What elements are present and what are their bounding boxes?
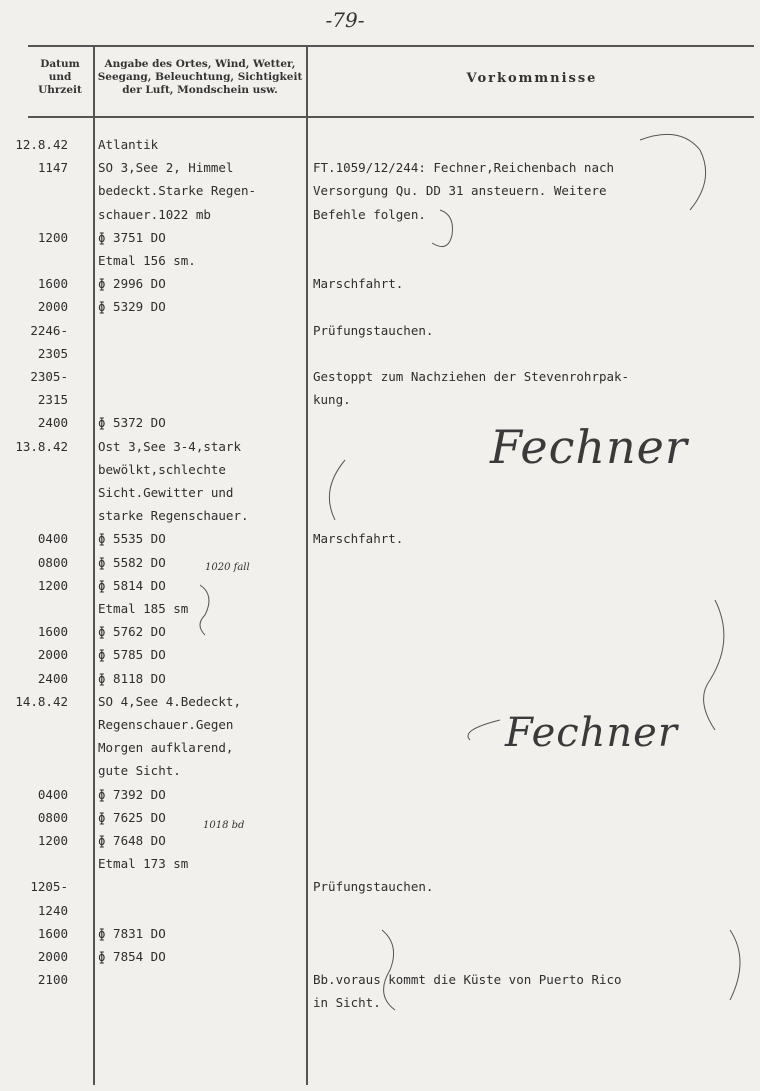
- row-conditions: SO 3,See 2, Himmel: [98, 160, 234, 176]
- row-conditions: bedeckt.Starke Regen-: [98, 183, 257, 199]
- row-event: Versorgung Qu. DD 31 ansteuern. Weitere: [313, 183, 607, 199]
- row-time: 1200: [37, 577, 68, 593]
- row-time: 1200: [37, 229, 68, 245]
- row-conditions: ɸ 7854 DO: [98, 949, 166, 964]
- row-conditions: ɸ 2996 DO: [98, 276, 166, 292]
- handwritten-note-pressure: 1018 bd: [203, 820, 245, 831]
- row-conditions: starke Regenschauer.: [98, 508, 249, 524]
- row-time: 2315: [37, 392, 68, 408]
- row-conditions: ɸ 5814 DO: [98, 577, 166, 593]
- row-conditions: gute Sicht.: [98, 763, 181, 779]
- row-time: 14.8.42: [15, 693, 68, 709]
- row-conditions: ɸ 5329 DO: [98, 299, 166, 315]
- row-conditions: ɸ 3751 DO: [98, 229, 166, 245]
- row-time: 0800: [37, 554, 68, 570]
- row-event: Gestoppt zum Nachziehen der Stevenrohrpak-: [313, 369, 630, 384]
- row-conditions: Etmal 185 sm: [98, 601, 189, 616]
- row-conditions: Morgen aufklarend,: [98, 740, 234, 756]
- row-conditions: Etmal 173 sm: [98, 856, 189, 872]
- row-conditions: ɸ 5582 DO: [98, 554, 166, 570]
- row-event: Prüfungstauchen.: [313, 322, 434, 338]
- row-time: 2305: [37, 345, 68, 361]
- row-time: 12.8.42: [15, 137, 68, 152]
- row-time: 0400: [37, 531, 68, 547]
- handwritten-note-pressure: 1020 fall: [205, 562, 250, 573]
- row-conditions: Ost 3,See 3-4,stark: [98, 438, 241, 454]
- row-conditions: SO 4,See 4.Bedeckt,: [98, 693, 241, 709]
- signature: Fechner: [490, 420, 688, 474]
- row-conditions: ɸ 7648 DO: [98, 833, 166, 848]
- row-conditions: schauer.1022 mb: [98, 206, 211, 222]
- header-date-time: Datum und Uhrzeit: [38, 58, 82, 96]
- row-conditions: ɸ 7392 DO: [98, 786, 166, 802]
- row-time: 1147: [37, 160, 68, 176]
- row-time: 1200: [37, 833, 68, 848]
- row-conditions: Etmal 156 sm.: [98, 253, 196, 268]
- row-time: 13.8.42: [15, 438, 68, 454]
- row-time: 2305-: [30, 369, 68, 384]
- row-event: Marschfahrt.: [313, 531, 404, 547]
- row-time: 1600: [37, 624, 68, 640]
- row-conditions: Atlantik: [98, 137, 159, 152]
- row-time: 2000: [37, 647, 68, 663]
- row-time: 2000: [37, 949, 68, 964]
- row-time: 2400: [37, 415, 68, 431]
- row-time: 2100: [37, 972, 68, 988]
- row-time: 2000: [37, 299, 68, 315]
- row-time: 1240: [37, 902, 68, 918]
- row-event: kung.: [313, 392, 351, 408]
- row-event: Bb.voraus kommt die Küste von Puerto Rico: [313, 972, 622, 988]
- row-event: Prüfungstauchen.: [313, 879, 434, 895]
- row-time: 0800: [37, 809, 68, 825]
- row-time: 1600: [37, 925, 68, 941]
- row-time: 1600: [37, 276, 68, 292]
- row-conditions: Sicht.Gewitter und: [98, 485, 234, 500]
- header-location-weather: Angabe des Ortes, Wind, Wetter, Seegang, Beleuchtung, Sichtigkeit der Luft, Mondschein usw.: [97, 58, 303, 96]
- row-conditions: ɸ 5785 DO: [98, 647, 166, 663]
- row-event: in Sicht.: [313, 995, 381, 1011]
- row-time: 2400: [37, 670, 68, 686]
- row-conditions: ɸ 8118 DO: [98, 670, 166, 686]
- row-time: 2246-: [30, 322, 68, 338]
- row-conditions: ɸ 5762 DO: [98, 624, 166, 640]
- row-time: 0400: [37, 786, 68, 802]
- row-conditions: bewölkt,schlechte: [98, 461, 226, 477]
- row-conditions: ɸ 5535 DO: [98, 531, 166, 547]
- row-event: Marschfahrt.: [313, 276, 404, 292]
- row-conditions: ɸ 7625 DO: [98, 809, 166, 825]
- row-event: Befehle folgen.: [313, 206, 426, 222]
- row-conditions: Regenschauer.Gegen: [98, 717, 234, 732]
- header-events: Vorkommnisse: [466, 71, 598, 86]
- row-time: 1205-: [30, 879, 68, 895]
- row-event: FT.1059/12/244: Fechner,Reichenbach nach: [313, 160, 615, 176]
- row-conditions: ɸ 5372 DO: [98, 415, 166, 431]
- page-number: -79-: [325, 8, 365, 32]
- signature: Fechner: [505, 710, 678, 756]
- row-conditions: ɸ 7831 DO: [98, 925, 166, 941]
